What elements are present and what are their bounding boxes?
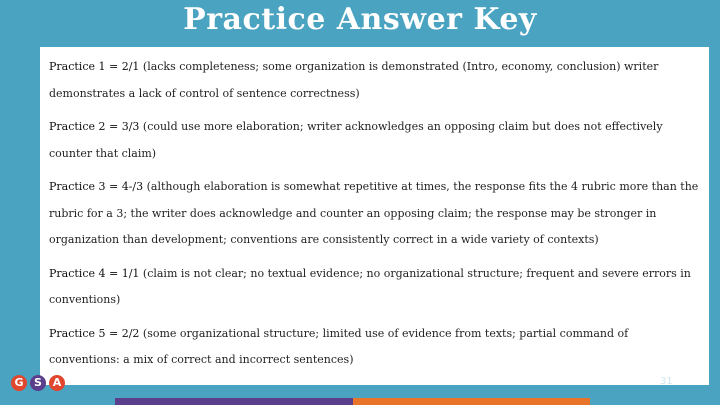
footer-color-bar <box>0 398 720 405</box>
practice-4-item <box>49 261 699 314</box>
practice-3-label: Practice 3 = 4-/3 <box>49 180 144 193</box>
footer-segment-3 <box>353 398 591 405</box>
practice-1-text: (lacks completeness; some organization is demonstrated (Intro, economy, conclusion) writer demonstrates a lack of control of sentence correctness) <box>49 60 659 100</box>
practice-2-item <box>49 114 699 167</box>
logo-letter-s: S <box>30 375 46 391</box>
practice-3-item <box>49 174 699 254</box>
practice-2-label: Practice 2 = 3/3 <box>49 120 140 133</box>
footer-segment-4 <box>590 398 720 405</box>
answer-key-panel <box>40 47 709 385</box>
practice-4-text: (claim is not clear; no textual evidence; no organizational structure; frequent and severe errors in conventions) <box>49 266 691 306</box>
practice-2-text: (could use more elaboration; writer acknowledges an opposing claim but does not effectively counter that claim) <box>49 120 663 160</box>
practice-3-text: (although elaboration is somewhat repetitive at times, the response fits the 4 rubric more than the rubric for a 3; the writer does acknowledge and counter an opposing claim; the response may be stronger in organization than development; conventions are consistently correct in a wide variety of contexts) <box>49 180 699 246</box>
practice-5-label: Practice 5 = 2/2 <box>49 326 140 340</box>
practice-5-item <box>49 321 699 374</box>
footer-segment-2 <box>115 398 353 405</box>
footer-segment-1 <box>0 398 115 405</box>
practice-5-text: (some organizational structure; limited use of evidence from texts; partial command of conventions: a mix of correct and incorrect sentences) <box>49 326 629 366</box>
practice-4-label: Practice 4 = 1/1 <box>49 266 140 280</box>
practice-1-label: Practice 1 = 2/1 <box>49 60 140 73</box>
slide-title: Practice Answer Key <box>183 2 537 37</box>
logo-letter-g: G <box>11 375 27 391</box>
practice-1-item <box>49 54 699 107</box>
logo-letter-a: A <box>49 375 65 391</box>
gsa-logo <box>11 375 65 391</box>
page-number: 31 <box>660 376 673 387</box>
